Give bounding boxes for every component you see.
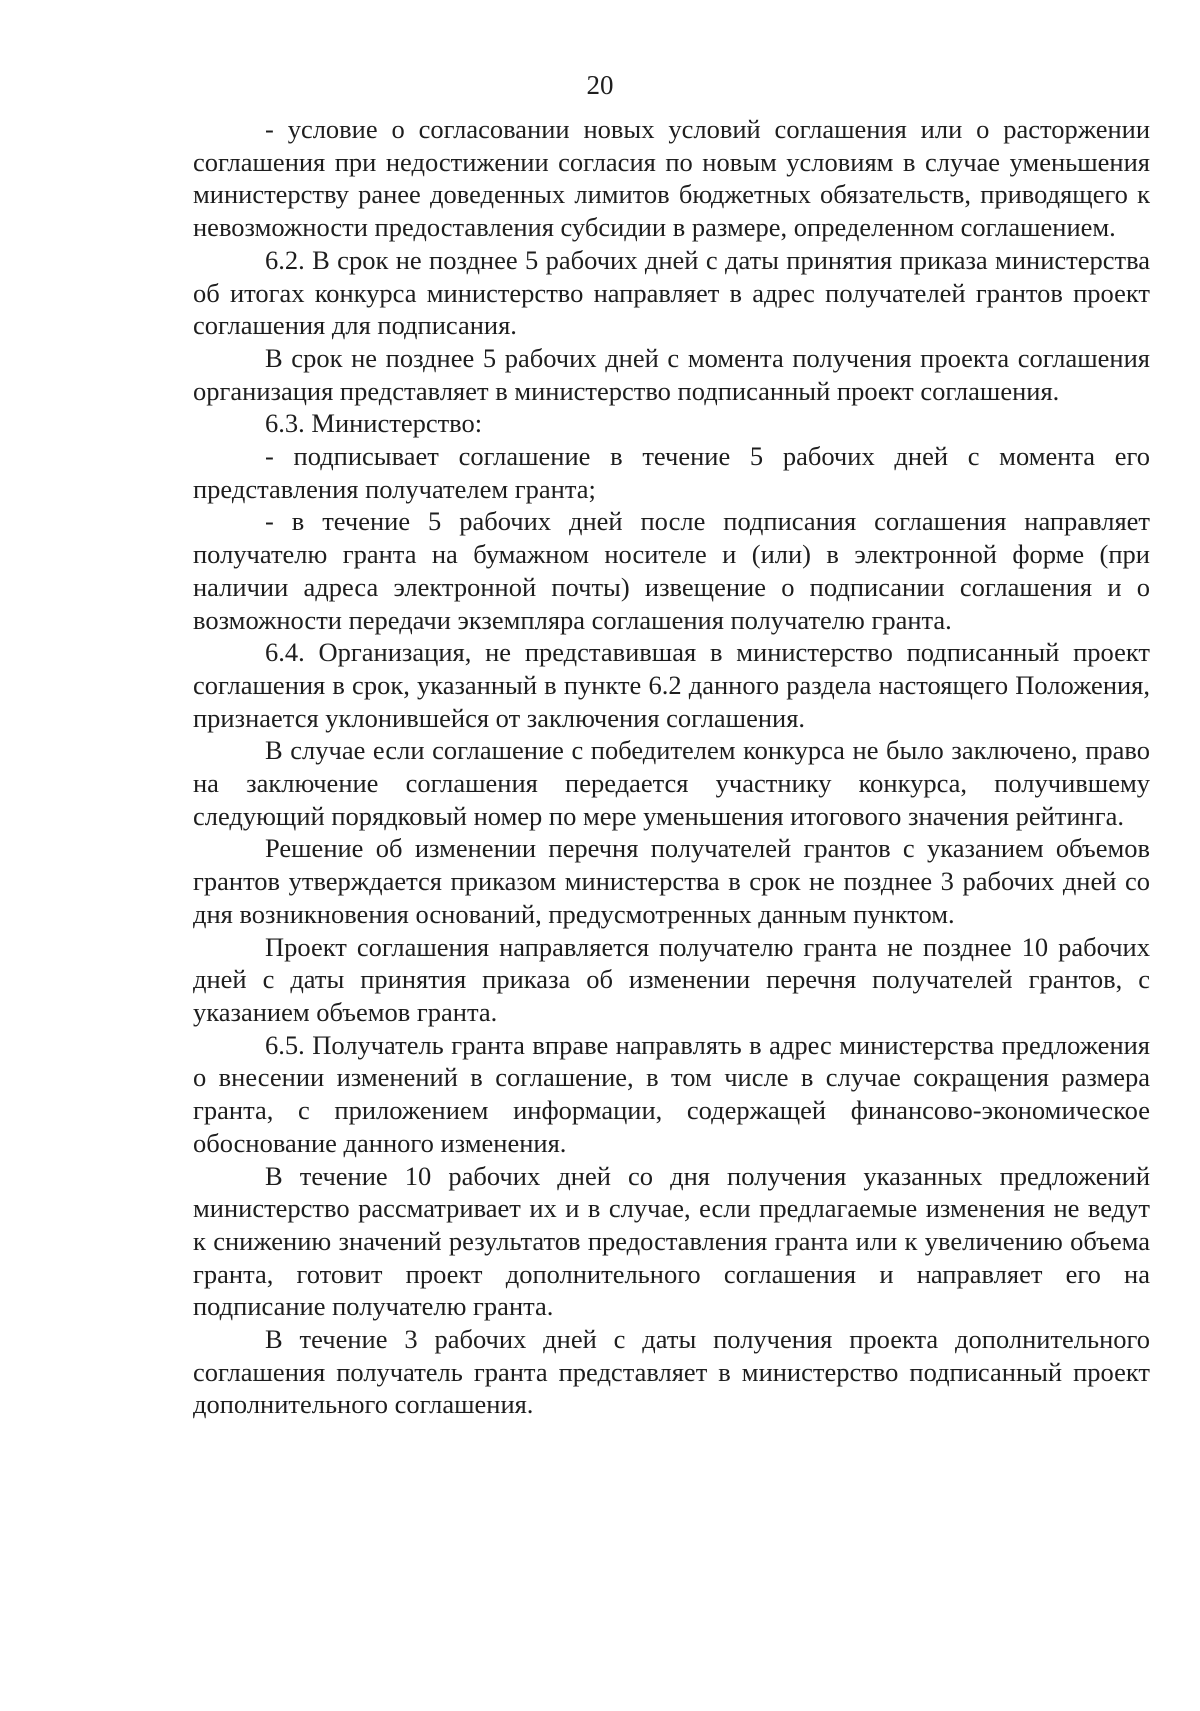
paragraph-right-transfer: В случае если соглашение с победителем конкурса не было заключено, право на заключение соглашения передается участнику конкурса, получившему следующий порядковый номер по мере уменьшения итогового значения рейтинга. — [193, 735, 1150, 831]
paragraph-draft-sent: Проект соглашения направляется получателю гранта не позднее 10 рабочих дней с даты принятия приказа об изменении перечня получателей грантов, с указанием объемов гранта. — [193, 931, 1150, 1027]
paragraph-additional-agreement: В течение 3 рабочих дней с даты получения проекта дополнительного соглашения получатель гранта представляет в министерство подписанный проект дополнительного соглашения. — [193, 1324, 1150, 1420]
paragraph-ministry-notifies: - в течение 5 рабочих дней после подписания соглашения направляет получателю гранта на бумажном носителе и (или) в электронной форме (при наличии адреса электронной почты) извещение о подписании соглашения и о возможности передачи экземпляра соглашения получателю гранта. — [193, 506, 1150, 635]
paragraph-agreement-condition: - условие о согласовании новых условий соглашения или о расторжении соглашения при недостижении согласия по новым условиям в случае уменьшения министерству ранее доведенных лимитов бюджетных обязательств, приводящего к невозможности предоставления субсидии в размере, определенном соглашением. — [193, 114, 1150, 243]
paragraph-signing-deadline: В срок не позднее 5 рабочих дней с момента получения проекта соглашения организация представляет в министерство подписанный проект соглашения. — [193, 342, 1150, 406]
paragraph-ministry-signs: - подписывает соглашение в течение 5 рабочих дней с момента его представления получателем гранта; — [193, 441, 1150, 504]
page-number: 20 — [586, 70, 614, 100]
paragraph-proposal-review: В течение 10 рабочих дней со дня получения указанных предложений министерство рассматривает их и в случае, если предлагаемые изменения не ведут к снижению значений результатов предоставления гранта или к увеличению объема гранта, готовит проект дополнительного соглашения и направляет его на подписание получателю гранта. — [193, 1160, 1150, 1322]
paragraph-6-4: 6.4. Организация, не представившая в министерство подписанный проект соглашения в срок, указанный в пункте 6.2 данного раздела настоящего Положения, признается уклонившейся от заключения соглашения. — [193, 637, 1150, 733]
paragraph-6-2: 6.2. В срок не позднее 5 рабочих дней с даты принятия приказа министерства об итогах конкурса министерство направляет в адрес получателей грантов проект соглашения для подписания. — [193, 244, 1150, 341]
paragraph-6-3-heading: 6.3. Министерство: — [265, 408, 483, 439]
paragraph-recipient-list-change: Решение об изменении перечня получателей грантов с указанием объемов грантов утверждается приказом министерства в срок не позднее 3 рабочих дней со дня возникновения оснований, предусмотренных данным пунктом. — [193, 833, 1150, 929]
paragraph-6-5: 6.5. Получатель гранта вправе направлять в адрес министерства предложения о внесении изменений в соглашение, в том числе в случае сокращения размера гранта, с приложением информации, содержащей финансово-экономическое обоснование данного изменения. — [193, 1029, 1150, 1158]
document-body — [193, 113, 1150, 1421]
